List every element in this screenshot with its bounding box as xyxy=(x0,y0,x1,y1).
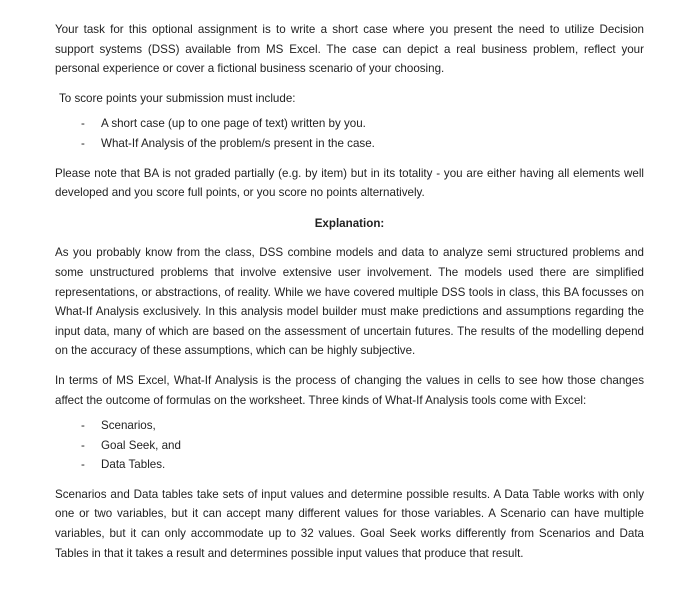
score-intro: To score points your submission must include: xyxy=(59,91,296,105)
explanation-heading: Explanation: xyxy=(314,216,385,230)
list-item: - Data Tables. xyxy=(81,455,644,475)
intro-paragraph: Your task for this optional assignment is to write a short case where you present the need to utilize Decision support systems (DSS) available from MS Excel. The case can depict a real business problem, reflect your personal experience or cover a fictional business scenario of your choosing. xyxy=(55,23,644,76)
note-paragraph: Please note that BA is not graded partially (e.g. by item) but in its totality - you are either having all elements well developed and you score full points, or you score no points alternatively. xyxy=(55,166,644,200)
dash-bullet: - xyxy=(81,419,85,433)
explanation-paragraph-1: As you probably know from the class, DSS combine models and data to analyze semi structured problems and some unstructured problems that involve extensive user involvement. The models used there are simplified representations, or abstractions, of reality. While we have covered multiple DSS tools in class, this BA focusses on What-If Analysis exclusively. In this analysis model builder must make predictions and assumptions regarding the input data, many of which are based on the assessment of uncertain futures. The results of the modelling depend on the accuracy of these assumptions, which can be highly subjective. xyxy=(55,246,644,358)
tools-list xyxy=(55,416,644,475)
dash-bullet: - xyxy=(81,117,85,131)
list-item: - A short case (up to one page of text) written by you. xyxy=(81,114,644,134)
dash-bullet: - xyxy=(81,438,85,452)
list-item: - What-If Analysis of the problem/s present in the case. xyxy=(81,134,644,154)
dash-bullet: - xyxy=(81,458,85,472)
list-item: - Goal Seek, and xyxy=(81,436,644,456)
requirements-list xyxy=(55,114,644,153)
closing-paragraph: Scenarios and Data tables take sets of input values and determine possible results. A Data Table works with only one or two variables, but it can accept many different values for those variables. A Scenario can have multiple variables, but it can only accommodate up to 32 values. Goal Seek works differently from Scenarios and Data Tables in that it takes a result and determines possible input values that produce that result. xyxy=(55,487,644,560)
list-item: - Scenarios, xyxy=(81,416,644,436)
dash-bullet: - xyxy=(81,136,85,150)
explanation-paragraph-2: In terms of MS Excel, What-If Analysis is the process of changing the values in cells to see how those changes affect the outcome of formulas on the worksheet. Three kinds of What-If Analysis tools come with Excel: xyxy=(55,373,644,407)
